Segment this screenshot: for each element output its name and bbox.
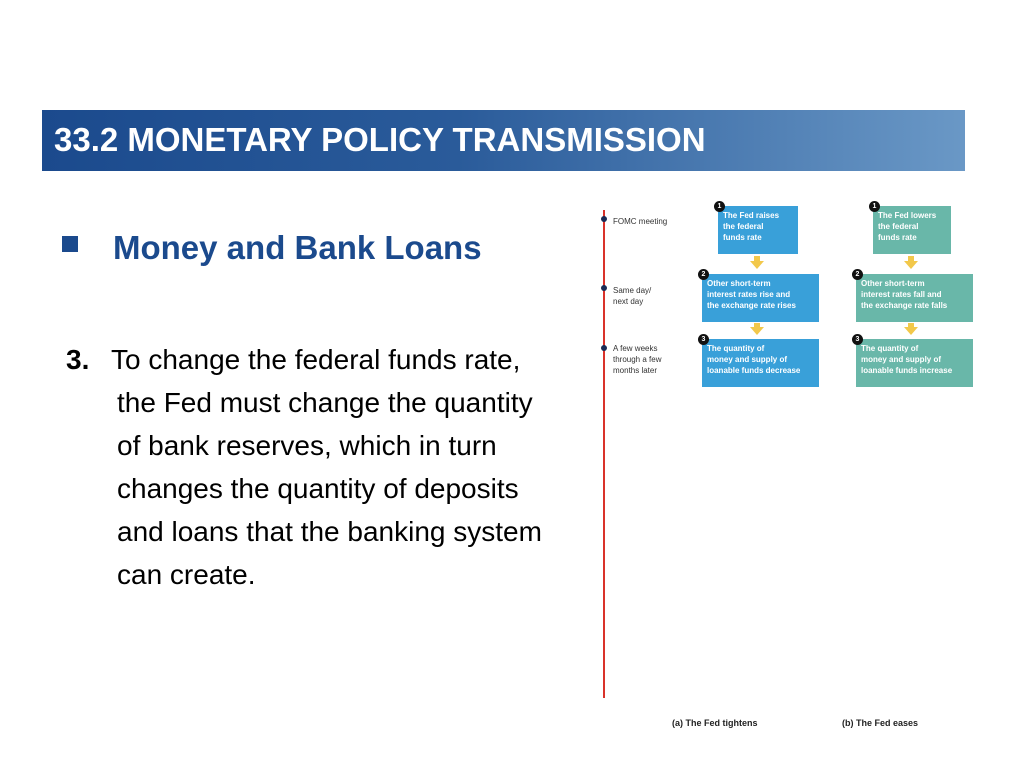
timeline-dot xyxy=(601,345,607,351)
down-arrow-icon xyxy=(750,261,764,269)
down-arrow-icon xyxy=(904,261,918,269)
title-bar xyxy=(42,110,965,171)
panel-b-caption: (b) The Fed eases xyxy=(842,718,919,728)
panel-a-step-1-box: The Fed raises the federal funds rate xyxy=(718,206,798,254)
panel-b-step-3-box: The quantity of money and supply of loanable funds increase xyxy=(856,339,973,387)
panel-b-step-3-number: 3 xyxy=(852,334,863,345)
down-arrow-icon xyxy=(750,327,764,335)
timeline-dot xyxy=(601,285,607,291)
panel-a-step-3-number: 3 xyxy=(698,334,709,345)
panel-b-step-1-number: 1 xyxy=(869,201,880,212)
panel-a-step-1-number: 1 xyxy=(714,201,725,212)
section-heading: Money and Bank Loans xyxy=(113,229,482,266)
timeline-label-fomc: FOMC meeting xyxy=(613,217,668,226)
panel-b-step-2-box: Other short-term interest rates fall and the exchange rate falls xyxy=(856,274,973,322)
item-text: To change the federal funds rate, the Fed must change the quantity of bank reserves, which in turn changes the quantity of deposits and loans that the banking system can create. xyxy=(111,344,542,590)
panel-b-step-2-number: 2 xyxy=(852,269,863,280)
panel-a-step-3-box: The quantity of money and supply of loanable funds decrease xyxy=(702,339,819,387)
slide-title: 33.2 MONETARY POLICY TRANSMISSION xyxy=(54,121,706,158)
timeline-label-weeks: A few weeks through a few months later xyxy=(613,344,662,375)
panel-a-step-2-box: Other short-term interest rates rise and the exchange rate rises xyxy=(702,274,819,322)
bullet-square-icon xyxy=(62,236,78,252)
timeline-dot xyxy=(601,216,607,222)
item-number: 3. xyxy=(66,344,90,375)
panel-a-step-2-number: 2 xyxy=(698,269,709,280)
panel-a-caption: (a) The Fed tightens xyxy=(672,718,758,728)
timeline-label-same-day: Same day/ next day xyxy=(613,286,652,306)
timeline-line xyxy=(603,210,605,698)
down-arrow-icon xyxy=(904,327,918,335)
panel-b-step-1-box: The Fed lowers the federal funds rate xyxy=(873,206,951,254)
